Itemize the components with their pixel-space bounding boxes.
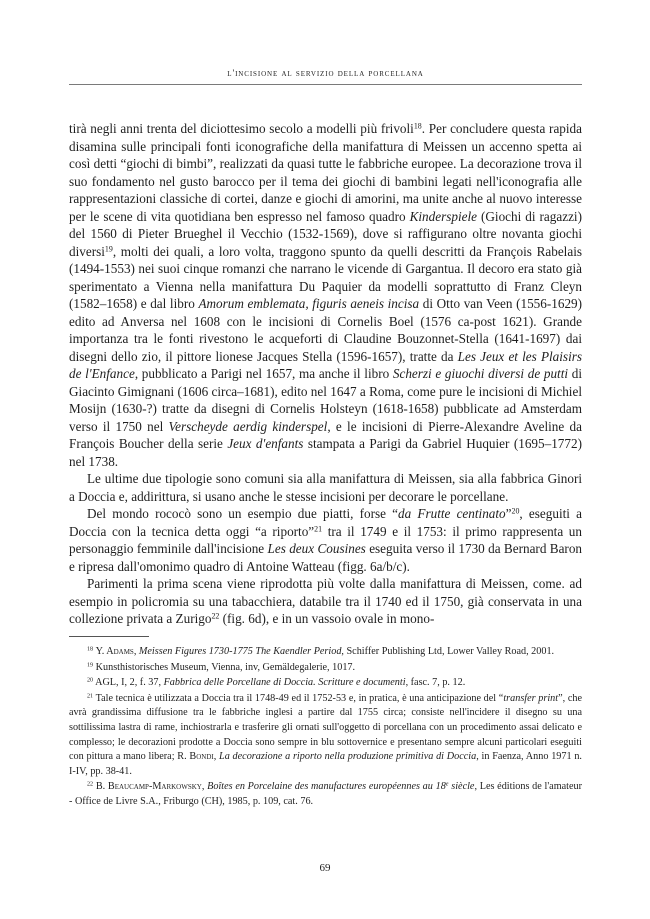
text-run: AGL, I, 2, f. 37, xyxy=(95,677,164,689)
text-run: Parimenti la prima scena viene riprodotta più volte dalla manifattura di Meissen, come. ad esempio in policromia su una tabacchiera, databile tra il 1740 ed il 1750, già conservata in una collezione privata a Zurigo xyxy=(69,576,582,626)
text-run: , pubblicato a Parigi nel 1657, ma anche il libro xyxy=(134,366,393,381)
italic-title: Les Jeux et les Plaisirs de l'Enfance xyxy=(69,348,582,381)
running-header xyxy=(69,68,582,79)
footnote-21 xyxy=(69,692,582,780)
text-run: di Giacinto Gimignani (1606 circa–1681), edito nel 1647 a Roma, come pure le incisioni di Michiel Mosijn (1630-?) tratte da disegni di Cornelis Holsteyn (1618-1658) pubblicate ad Amsterdam verso il 1750 nel xyxy=(69,366,583,434)
running-title: l'incisione al servizio della porcellana xyxy=(227,68,424,79)
italic-title: Jeux d'enfants xyxy=(227,436,304,451)
text-run: stampata a Parigi da Gabriel Huquier (1695–1772) nel 1738. xyxy=(69,436,582,469)
text-run: eseguita verso il 1730 da Bernard Baron e ripresa dall'omonimo quadro di Antoine Watteau (figg. 6a/b/c). xyxy=(69,541,583,574)
footnote-ref-22[interactable]: 22 xyxy=(211,611,220,621)
text-run: , fasc. 7, p. 12. xyxy=(405,677,466,689)
footnote-title: La decorazione a riporto nella produzione primitiva di Doccia xyxy=(219,751,477,763)
main-text xyxy=(69,120,582,628)
text-run: (fig. 6d), e in un vassoio ovale in mono- xyxy=(219,611,435,626)
footnote-title: Fabbrica delle Porcellane di Doccia. Scritture e documenti xyxy=(163,677,406,689)
footnote-ref-19[interactable]: 19 xyxy=(104,244,113,254)
text-run: . Per concludere questa rapida disamina sulle principali fonti iconografiche della manifattura di Meissen un accenno spetta ai così detti “giochi di bimbi”, realizzati da quasi tutte le fabbriche europee. La decorazione trova il suo fondamento nel gusto barocco per il tema dei giochi di bambini legati nell'iconografia alle rappresentazioni classiche di cortei, danze e giochi di amorini, ma unite anche al nuovo interesse per le scene di vita quotidiana ben espresso nel famoso quadro xyxy=(69,121,582,224)
italic-term: da Frutte centinato xyxy=(398,506,506,521)
text-run: di Otto van Veen (1556-1629) edito ad Anversa nel 1608 con le incisioni di Cornelis Boel (1576 ca-post 1621). Grande importanza tra le fonti rivestono le acqueforti di Claudine Bouzonnet-Stella (1641-1697) dai disegni dello zio, il pittore lionese Jacques Stella (1596-1657), tratte da xyxy=(69,296,583,364)
italic-title: Amorum emblemata, figuris aeneis incisa xyxy=(198,296,420,311)
title-part: Boîtes en Porcelaine des manufactures européennes au 18 xyxy=(207,781,446,793)
footnote-22 xyxy=(69,780,582,809)
footnote-author: B. Beaucamp-Markowsky xyxy=(95,781,202,793)
text-run: ”, che avrà grandissima diffusione tra le fabbriche inglesi a partire dal 1755 circa; consiste nell'incidere il disegno su una sottilissima lastra di rame, inchiostrarla e trasferire gli ornati sull'oggetto di porcellana con un procedimento assai delicato e complesso; le decorazioni prodotte a Doccia sono sempre in blu sottovernice e presentano sempre alcuni particolari eseguiti con pittura a mano libera; R. xyxy=(69,692,582,763)
paragraph-2: Le ultime due tipologie sono comuni sia alla manifattura di Meissen, sia alla fabbrica Ginori a Doccia e, addirittura, si usano anche le stesse incisioni per decorare le porcellane. xyxy=(69,471,582,504)
italic-title: Verscheyde aerdig kinderspel xyxy=(168,418,328,434)
text-run: , xyxy=(133,646,139,657)
text-run: , eseguiti a Doccia con la tecnica detta oggi “a riporto” xyxy=(69,506,582,539)
text-run: ” xyxy=(505,506,512,521)
text-run: , xyxy=(213,751,220,763)
text-run: , Les éditions de l'amateur - Office de Livre S.A., Friburgo (CH), 1985, p. 109, cat. 76. xyxy=(69,781,582,807)
footnote-ref-18[interactable]: 18 xyxy=(413,121,422,131)
italic-title: Les deux Cousines xyxy=(267,541,366,556)
italic-title: Kinderspiele xyxy=(409,208,477,224)
text-run: Kunsthistorisches Museum, Vienna, inv, Gemäldegalerie, 1017. xyxy=(95,661,356,673)
italic-title: Scherzi e giuochi diversi de putti xyxy=(392,366,569,381)
text-run: tra il 1749 e il 1753: il primo rappresenta un personaggio femminile dall'incisione xyxy=(69,523,582,556)
footnotes xyxy=(69,645,582,811)
text-run: , e le incisioni di Pierre-Alexandre Aveline da François Boucher della serie xyxy=(69,418,582,451)
footnote-author: Y. Adams xyxy=(95,646,134,657)
footnote-title xyxy=(207,781,474,792)
header-rule xyxy=(69,84,582,85)
footnote-ref-21[interactable]: 21 xyxy=(314,524,323,534)
text-run: (Giochi di ragazzi) del 1560 di Pieter Brueghel il Vecchio (1532-1569), dove si raffigurano oltre novanta giochi diversi xyxy=(69,208,582,259)
footnote-19 xyxy=(69,661,582,676)
paragraph-4 xyxy=(69,575,582,628)
title-part: siècle xyxy=(448,781,475,793)
footnote-number: 18 xyxy=(87,646,94,653)
text-run: , xyxy=(201,781,208,793)
text-run: , molti dei quali, a loro volta, traggono spunto da quelli descritti da François Rabelais (1494-1553) nei suoi cinque romanzi che narrano le vicende di Gargantua. Il decoro era stato già sperimentato a Vienna nella manifattura Du Paquier da modelli soprattutto di Franz Cleyn (1582–1658) e dal libro xyxy=(69,243,582,311)
footnote-title: Meissen Figures 1730-1775 The Kaendler Period xyxy=(138,646,342,657)
footnote-separator xyxy=(69,636,149,637)
footnote-number: 22 xyxy=(87,781,94,788)
footnote-ref-20[interactable]: 20 xyxy=(511,506,520,516)
footnote-number: 20 xyxy=(87,677,94,684)
text-run: , in Faenza, Anno 1971 n. I-IV, pp. 38-41. xyxy=(69,751,582,777)
text-run: Del mondo rococò sono un esempio due piatti, forse “ xyxy=(87,506,399,521)
paragraph-3 xyxy=(69,505,582,575)
footnote-number: 19 xyxy=(87,662,94,669)
paragraph-1 xyxy=(69,120,582,470)
page-number: 69 xyxy=(319,862,331,874)
footnote-number: 21 xyxy=(87,693,94,700)
text-run: , Schiffer Publishing Ltd, Lower Valley Road, 2001. xyxy=(341,646,555,657)
text-run: tirà negli anni trenta del diciottesimo secolo a modelli più frivoli xyxy=(69,121,414,136)
ordinal-superscript: e xyxy=(445,781,449,788)
footnote-18 xyxy=(69,645,582,660)
text-run: Tale tecnica è utilizzata a Doccia tra il 1748-49 ed il 1752-53 e, in pratica, è una anticipazione del “ xyxy=(95,692,504,704)
footnote-20 xyxy=(69,676,582,691)
footnote-author: Bondi xyxy=(189,751,214,763)
italic-term: transfer print xyxy=(503,692,559,704)
